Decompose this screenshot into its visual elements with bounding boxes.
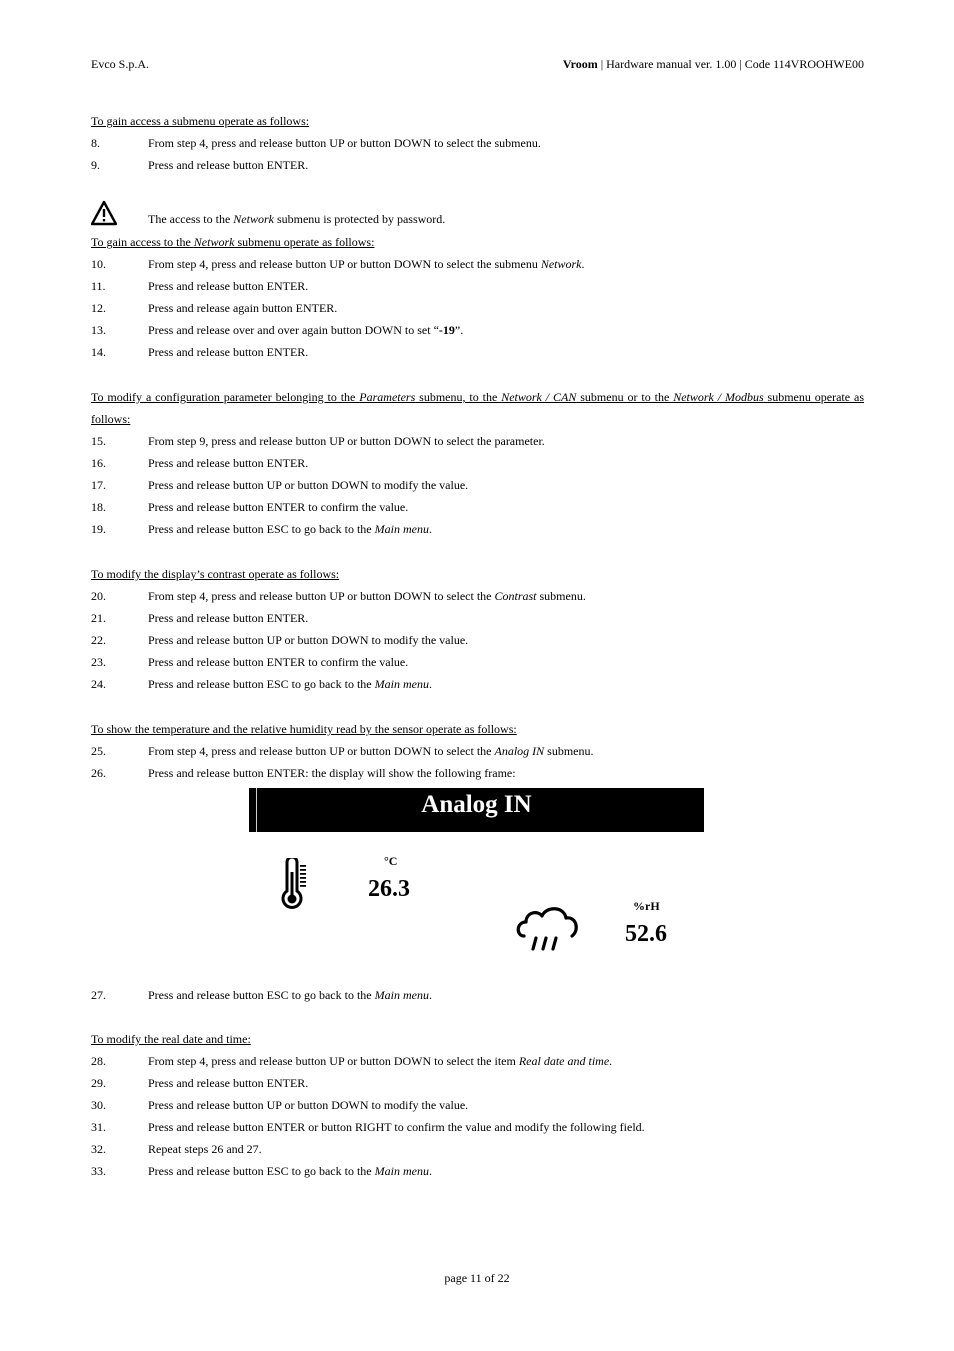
humidity-value: 52.6: [625, 921, 667, 947]
list-item: [91, 253, 864, 275]
step-number: 29.: [91, 1076, 106, 1090]
thermometer-icon: [280, 858, 308, 912]
list-item: [91, 740, 864, 762]
list-item: [91, 275, 864, 297]
section-datetime: [91, 1028, 864, 1182]
step-number: 27.: [91, 988, 106, 1002]
section-after-display: [91, 984, 864, 1006]
step-number: 11.: [91, 279, 106, 293]
step-number: 14.: [91, 345, 106, 359]
list-item: [91, 984, 864, 1006]
step-number: 33.: [91, 1164, 106, 1178]
step-number: 15.: [91, 434, 106, 448]
section-intro: To modify a configuration parameter belonging to the Parameters submenu, to the Network / CAN submenu or to the Network / Modbus submenu operate as follows:: [91, 390, 864, 426]
list-item: [91, 430, 864, 452]
step-text: From step 4, press and release button UP or button DOWN to select the submenu.: [148, 136, 541, 150]
list-item: [91, 1094, 864, 1116]
list-item: [91, 1116, 864, 1138]
step-number: 23.: [91, 655, 106, 669]
section-intro: To show the temperature and the relative humidity read by the sensor operate as follows:: [91, 722, 517, 736]
temperature-unit: °C: [384, 854, 398, 868]
step-text: Press and release button UP or button DOWN to modify the value.: [148, 478, 469, 492]
list-item: [91, 319, 864, 341]
header-product: Vroom: [562, 57, 598, 71]
list-item: [91, 629, 864, 651]
step-number: 24.: [91, 677, 106, 691]
step-number: 26.: [91, 766, 106, 780]
step-text: Press and release button ESC to go back to the Main menu.: [148, 522, 432, 536]
step-text: From step 4, press and release button UP or button DOWN to select the Contrast submenu.: [148, 589, 586, 603]
step-number: 8.: [91, 136, 100, 150]
list-item: [91, 518, 864, 540]
step-text: Press and release again button ENTER.: [148, 301, 338, 315]
list-item: [91, 673, 864, 695]
step-number: 16.: [91, 456, 106, 470]
step-number: 31.: [91, 1120, 106, 1134]
list-item: [91, 474, 864, 496]
step-text: Press and release button ENTER.: [148, 345, 309, 359]
list-item: [91, 1050, 864, 1072]
step-text: Press and release button ENTER.: [148, 279, 309, 293]
section-intro: To modify the real date and time:: [91, 1032, 251, 1046]
warning-note: [91, 200, 864, 232]
step-number: 10.: [91, 257, 106, 271]
step-number: 19.: [91, 522, 106, 536]
section-parameters: [91, 386, 864, 540]
list-item: [91, 132, 864, 154]
step-text: Press and release over and over again button DOWN to set “-19”.: [148, 323, 464, 337]
list-item: [91, 607, 864, 629]
step-number: 13.: [91, 323, 106, 337]
page-number: page 11 of 22: [444, 1271, 510, 1285]
section-submenu: [91, 110, 864, 176]
section-contrast: [91, 563, 864, 695]
step-text: Press and release button ENTER or button RIGHT to confirm the value and modify the following field.: [148, 1120, 645, 1134]
step-text: From step 4, press and release button UP or button DOWN to select the Analog IN submenu.: [148, 744, 594, 758]
step-text: From step 4, press and release button UP or button DOWN to select the item Real date and time.: [148, 1054, 613, 1068]
warning-triangle-icon: [91, 200, 117, 226]
step-number: 20.: [91, 589, 106, 603]
rain-cloud-icon: [514, 904, 584, 954]
list-item: [91, 341, 864, 363]
step-text: Press and release button ESC to go back to the Main menu.: [148, 1164, 432, 1178]
section-intro: To gain access a submenu operate as follows:: [91, 114, 310, 128]
header-doc-code: | Hardware manual ver. 1.00 | Code 114VROOHWE00: [597, 57, 864, 71]
step-text: Press and release button UP or button DOWN to modify the value.: [148, 1098, 469, 1112]
list-item: [91, 154, 864, 176]
step-number: 30.: [91, 1098, 106, 1112]
step-number: 32.: [91, 1142, 106, 1156]
display-title: Analog IN: [421, 791, 532, 818]
step-text: From step 9, press and release button UP or button DOWN to select the parameter.: [148, 434, 545, 448]
header-company: Evco S.p.A.: [91, 57, 149, 71]
step-text: Press and release button ESC to go back to the Main menu.: [148, 988, 432, 1002]
step-text: Press and release button ESC to go back to the Main menu.: [148, 677, 432, 691]
list-item: [91, 1160, 864, 1182]
list-item: [91, 762, 864, 784]
section-analog: [91, 718, 864, 784]
list-item: [91, 496, 864, 518]
humidity-unit: %rH: [633, 899, 660, 913]
warning-text: The access to the Network submenu is protected by password.: [148, 212, 446, 226]
step-text: Press and release button ENTER.: [148, 158, 309, 172]
step-text: Press and release button ENTER to confirm the value.: [148, 500, 409, 514]
list-item: [91, 1138, 864, 1160]
section-intro: To modify the display’s contrast operate as follows:: [91, 567, 340, 581]
section-intro: To gain access to the Network submenu operate as follows:: [91, 235, 375, 249]
step-number: 28.: [91, 1054, 106, 1068]
step-number: 21.: [91, 611, 106, 625]
display-title-bar: [249, 788, 704, 832]
step-text: Press and release button ENTER.: [148, 456, 309, 470]
list-item: [91, 297, 864, 319]
step-number: 17.: [91, 478, 106, 492]
step-number: 9.: [91, 158, 100, 172]
list-item: [91, 651, 864, 673]
list-item: [91, 585, 864, 607]
step-text: Press and release button UP or button DOWN to modify the value.: [148, 633, 469, 647]
step-text: Repeat steps 26 and 27.: [148, 1142, 262, 1156]
step-number: 25.: [91, 744, 106, 758]
list-item: [91, 1072, 864, 1094]
step-text: From step 4, press and release button UP or button DOWN to select the submenu Network.: [148, 257, 585, 271]
step-number: 18.: [91, 500, 106, 514]
step-text: Press and release button ENTER.: [148, 611, 309, 625]
step-number: 12.: [91, 301, 106, 315]
list-item: [91, 452, 864, 474]
temperature-value: 26.3: [368, 876, 410, 902]
header-doc-info: [563, 57, 864, 72]
step-text: Press and release button ENTER.: [148, 1076, 309, 1090]
section-network: [91, 231, 864, 363]
step-text: Press and release button ENTER: the display will show the following frame:: [148, 766, 516, 780]
step-text: Press and release button ENTER to confirm the value.: [148, 655, 409, 669]
step-number: 22.: [91, 633, 106, 647]
